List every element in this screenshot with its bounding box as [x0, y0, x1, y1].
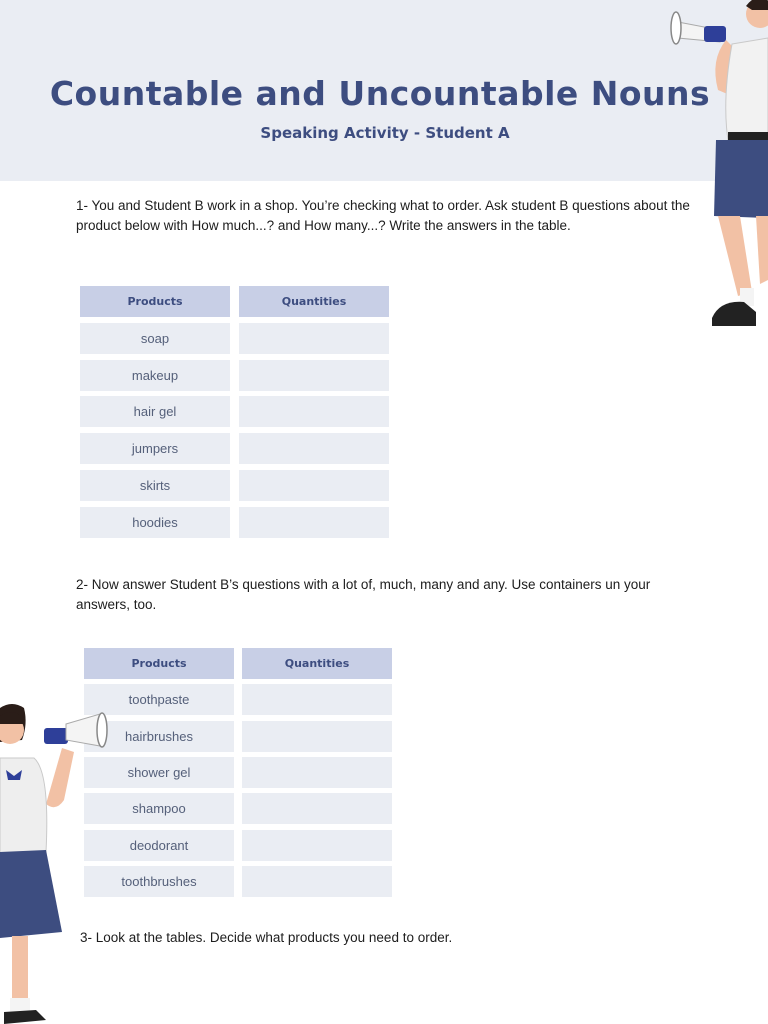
product-cell: shampoo [84, 793, 234, 824]
product-cell: shower gel [84, 757, 234, 788]
page-title: Countable and Uncountable Nouns [49, 74, 711, 113]
quantity-cell[interactable] [242, 830, 392, 861]
boy-with-megaphone-illustration [660, 0, 768, 330]
product-cell: toothbrushes [84, 866, 234, 897]
products-column-header: Products [80, 286, 230, 317]
exercise-3-instruction: 3- Look at the tables. Decide what products you need to order. [80, 930, 453, 945]
quantity-cell[interactable] [239, 396, 389, 427]
products-column-header: Products [84, 648, 234, 679]
quantity-cell[interactable] [242, 866, 392, 897]
megaphone-icon [671, 12, 726, 44]
product-cell: toothpaste [84, 684, 234, 715]
exercise-1-instruction: 1- You and Student B work in a shop. You’re checking what to order. Ask student B questions about the product below with How much...? and How many...? Write the answers in the table. [76, 198, 690, 233]
quantity-cell[interactable] [242, 793, 392, 824]
page-subtitle: Speaking Activity - Student A [260, 124, 510, 142]
quantity-cell[interactable] [239, 433, 389, 464]
quantity-cell[interactable] [239, 507, 389, 538]
product-cell: hairbrushes [84, 721, 234, 752]
exercise-1-table [80, 286, 390, 538]
quantities-column-header: Quantities [239, 286, 389, 317]
quantity-cell[interactable] [239, 360, 389, 391]
girl-with-megaphone-illustration [0, 700, 112, 1024]
product-cell: deodorant [84, 830, 234, 861]
quantity-cell[interactable] [242, 757, 392, 788]
product-cell: makeup [80, 360, 230, 391]
product-cell: hair gel [80, 396, 230, 427]
quantities-column-header: Quantities [242, 648, 392, 679]
quantity-cell[interactable] [242, 684, 392, 715]
product-cell: hoodies [80, 507, 230, 538]
product-cell: soap [80, 323, 230, 354]
quantity-cell[interactable] [242, 721, 392, 752]
product-cell: jumpers [80, 433, 230, 464]
quantity-cell[interactable] [239, 470, 389, 501]
product-cell: skirts [80, 470, 230, 501]
exercise-2-table [84, 648, 394, 900]
megaphone-icon [44, 713, 107, 747]
exercise-2-instruction: 2- Now answer Student B’s questions with a lot of, much, many and any. Use containers un your answers, too. [76, 577, 651, 612]
quantity-cell[interactable] [239, 323, 389, 354]
